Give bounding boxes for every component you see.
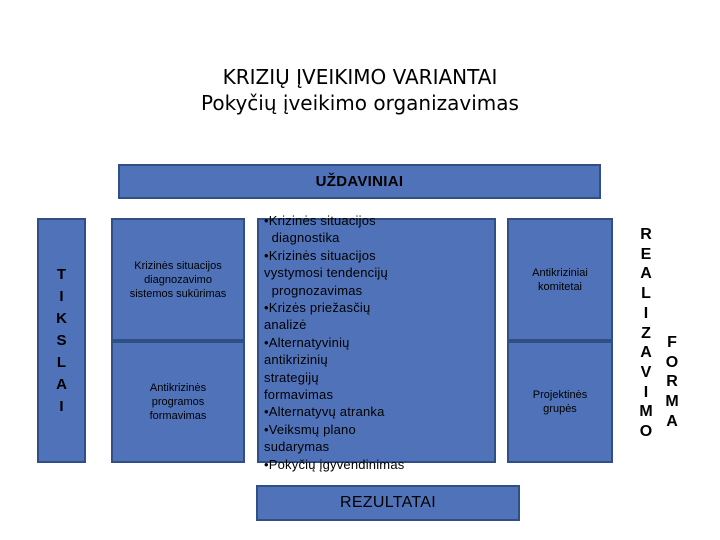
tasks-line: prognozavimas: [264, 282, 363, 298]
formos-letter: F: [667, 334, 677, 351]
realizavimo-vertical-label: [636, 225, 656, 442]
tasks-line: sudarymas: [264, 439, 330, 455]
tasks-line: strategijų: [264, 369, 319, 385]
formos-letter: O: [665, 353, 679, 371]
realizavimo-letter: A: [640, 265, 652, 283]
tasks-list-box: [257, 213, 496, 472]
anticrisis-committees-box: [507, 218, 613, 341]
tasks-line: •Krizinės situacijos: [264, 247, 376, 263]
tasks-line: •Krizės priežasčių: [264, 300, 371, 316]
realizavimo-letter: V: [640, 363, 652, 381]
tasks-line: •Alternatyvinių: [264, 334, 350, 350]
anticrisis-program-label: Antikrizinės programos formavimas: [149, 382, 207, 422]
title-line-2: Pokyčių įveikimo organizavimas: [201, 91, 519, 115]
tasks-list: [264, 212, 494, 473]
tikslai-box: [37, 218, 86, 463]
tikslai-letter: L: [56, 353, 67, 371]
project-groups-box: [507, 341, 613, 463]
realizavimo-letter: Z: [641, 324, 651, 342]
tasks-line: vystymosi tendencijų: [264, 265, 388, 281]
realizavimo-letter: A: [640, 344, 652, 362]
diagnosis-system-box: [111, 218, 245, 341]
realizavimo-letter: I: [643, 383, 649, 401]
tasks-line: antikrizinių: [264, 352, 328, 368]
anticrisis-program-box: [111, 341, 245, 463]
tasks-line: •Krizinės situacijos: [264, 213, 376, 228]
project-groups-label: Projektinės grupės: [532, 389, 588, 415]
tikslai-letter: K: [56, 309, 67, 327]
rezultatai-label: REZULTATAI: [339, 494, 437, 511]
anticrisis-committees-label: Antikriziniai komitetai: [532, 266, 588, 293]
realizavimo-letter: O: [639, 423, 653, 441]
realizavimo-letter: E: [640, 245, 652, 263]
diagnosis-system-label: Krizinės situacijos diagnozavimo sistemos sukūrimas: [129, 259, 227, 300]
tasks-line: analizė: [264, 317, 307, 333]
tasks-line: •Alternatyvų atranka: [264, 404, 385, 420]
rezultatai-box: [256, 485, 520, 521]
realizavimo-letter: I: [643, 304, 649, 322]
formos-letter: M: [665, 393, 679, 411]
tasks-line: formavimas: [264, 387, 334, 403]
realizavimo-letter: M: [639, 403, 653, 421]
tikslai-label: [39, 220, 84, 461]
title: [0, 64, 720, 116]
formos-letter: A: [666, 412, 678, 430]
realizavimo-letter: R: [640, 226, 652, 243]
tikslai-letter: S: [56, 331, 67, 349]
formos-vertical-label: [662, 333, 682, 432]
realizavimo-letter: L: [641, 285, 651, 303]
tikslai-letter: T: [56, 265, 67, 283]
uzdaviniai-box: [118, 164, 601, 199]
uzdaviniai-label: UŽDAVINIAI: [315, 173, 404, 190]
tikslai-letter: I: [59, 397, 64, 415]
tasks-line: •Veiksmų plano: [264, 421, 356, 437]
tasks-line: •Pokyčių įgyvendinimas: [264, 456, 405, 472]
formos-letter: R: [666, 373, 678, 391]
tikslai-letter: I: [59, 287, 64, 305]
tikslai-letter: A: [56, 375, 67, 393]
title-line-1: KRIZIŲ ĮVEIKIMO VARIANTAI: [222, 65, 498, 89]
tasks-line: diagnostika: [264, 230, 340, 246]
